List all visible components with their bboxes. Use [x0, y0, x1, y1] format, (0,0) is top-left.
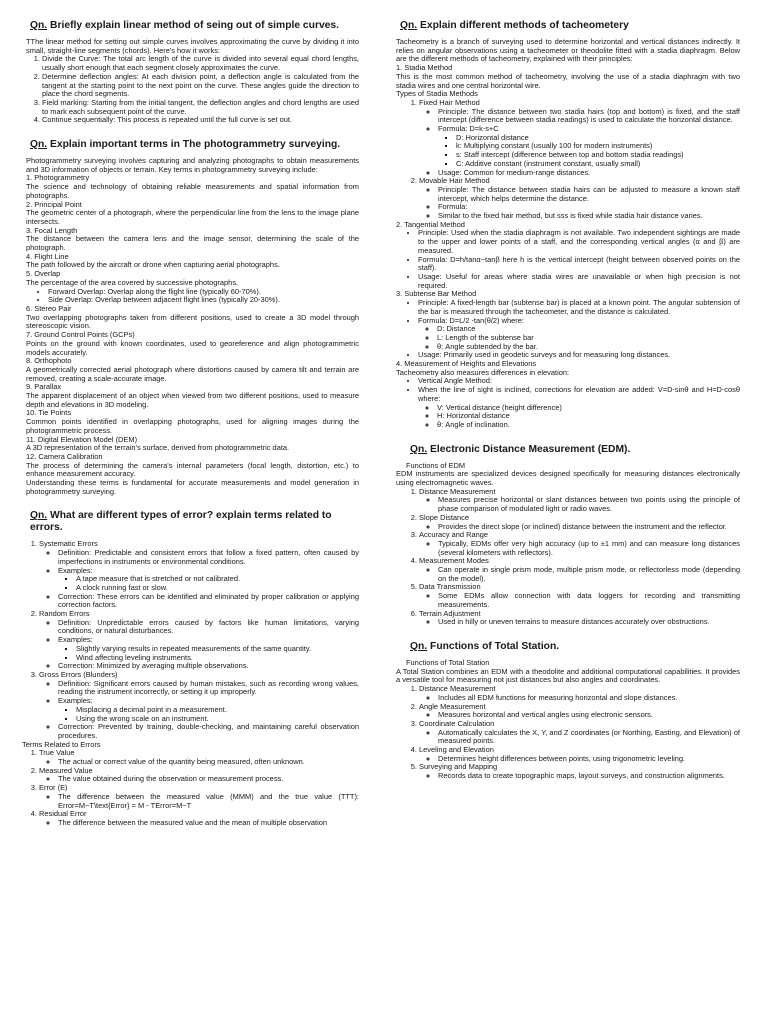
list-item [418, 317, 740, 352]
q2-term-heading: 4. Flight Line [26, 251, 69, 261]
q2-term-heading: 9. Parallax [26, 382, 62, 392]
list-item: ◦ θ: Angle subtended by the bar. [437, 343, 740, 352]
error-type-name: Systematic Errors [39, 539, 98, 549]
q4-heights-list [406, 377, 740, 429]
list-item: • Formula: D=h/tanα−tanβ here h is the vertical intercept (height between observed points on the staff). [418, 256, 740, 273]
list-item: • Usage: Primarily used in geodetic surveys and for measuring long distances. [418, 351, 740, 360]
q2-heading [30, 139, 359, 151]
q1-heading [30, 20, 359, 32]
function-item [419, 557, 740, 583]
q2-term-heading: 1. Photogrammetry [26, 173, 90, 183]
q4-heading [400, 20, 740, 32]
q4-tangential-list [406, 229, 740, 290]
q2-term-heading: 12. Camera Calibration [26, 451, 103, 461]
error-type [39, 610, 359, 671]
q5-intro: EDM instruments are specialized devices designed specifically for measuring distances electronically using electromagnetic waves. [396, 469, 740, 488]
list-item: ◦ The value obtained during the observation or measurement process. [58, 775, 359, 784]
q2-term-desc: The percentage of the area covered by successive photographs. [26, 277, 239, 287]
list-item: ◦ Correction: These errors can be identified and eliminated by proper calibration or applying correction factors. [58, 593, 359, 610]
examples-label: Examples: [58, 565, 93, 575]
function-item [419, 610, 740, 627]
error-type-name: Random Errors [39, 609, 90, 619]
function-name: Angle Measurement [419, 701, 486, 711]
q2-term-heading: 8. Orthophoto [26, 356, 72, 366]
list-item: ◦ Provides the direct slope (or inclined) distance between the instrument and the reflector. [438, 523, 740, 532]
list-item: ◦ Principle: The distance between two stadia hairs (top and bottom) is fixed, and the staff intercept (difference between stadia readings) is used to calculate the horizontal distance. [438, 108, 740, 125]
term-name: Measured Value [39, 765, 93, 775]
q4-label: Qn. [400, 20, 418, 31]
function-item [419, 685, 740, 702]
q2-term-heading: 5. Overlap [26, 269, 61, 279]
list-item: ◦ Correction: Prevented by training, double-checking, and maintaining careful observation procedures. [58, 723, 359, 740]
function-item [419, 583, 740, 609]
function-name: Coordinate Calculation [419, 718, 495, 728]
q2-label: Qn. [30, 139, 48, 151]
q1-title: Briefly explain linear method of seing out of simple curves. [50, 20, 339, 31]
q3-label: Qn. [30, 510, 48, 522]
q3-heading [30, 510, 359, 534]
list-item: ◦ Measures horizontal and vertical angles using electronic sensors. [438, 711, 740, 720]
q2-term-desc: A geometrically corrected aerial photograph where distortions caused by camera tilt and terrain are removed, creating a scale-accurate image. [26, 364, 359, 383]
stadia-type-name: Fixed Hair Method [419, 97, 480, 107]
q2-term-heading: 6. Stereo Pair [26, 303, 72, 313]
list-item: ◦ Principle: The distance between stadia hairs can be adjusted to measure a known staff intercept, which helps determine the distance. [438, 186, 740, 203]
q1-step: 4. Continue sequentially: This process is repeated until the full curve is set out. [42, 116, 359, 125]
stadia-type [419, 177, 740, 221]
list-item: ◦ D: Distance [437, 325, 740, 334]
list-item: ◦ Definition: Unpredictable errors caused by factors like human limitations, varying conditions, or natural disturbances. [58, 619, 359, 636]
q4-subtense-list [406, 299, 740, 360]
function-item [419, 514, 740, 531]
list-item: ▪ Wind affecting leveling instruments. [76, 654, 359, 663]
list-item: ◦ Definition: Predictable and consistent errors that follow a fixed pattern, often caused by imperfections in instruments or environmental conditions. [58, 549, 359, 566]
list-item: ◦ Determines height differences between points, using trigonometric leveling. [438, 755, 740, 764]
list-item: ◦ Definition: Significant errors caused by human mistakes, such as recording wrong values, reading the instrument incorrectly, or setting it up improperly. [58, 680, 359, 697]
list-item: ◦ Includes all EDM functions for measuring horizontal and slope distances. [438, 694, 740, 703]
function-item [419, 703, 740, 720]
q4-stadia-desc: This is the most common method of tacheometry, involving the use of a stadia diaphragm with two stadia wires and one central horizontal wire. [396, 71, 740, 90]
error-type [39, 540, 359, 610]
q4-heights-desc: Tacheometry also measures differences in elevation: [396, 367, 570, 377]
list-item: • Side Overlap: Overlap between adjacent flight lines (typically 20-30%). [48, 296, 359, 305]
list-item [58, 636, 359, 662]
formula: Formula: D=k⋅s+C [438, 124, 499, 134]
right-column [396, 20, 740, 781]
term [39, 749, 359, 766]
q5-functions-heading: Functions of EDM [406, 460, 466, 470]
stadia-type [419, 99, 740, 177]
function-item [419, 720, 740, 746]
list-item [418, 386, 740, 430]
q6-functions-heading: Functions of Total Station [406, 658, 490, 667]
q4-intro: Tacheometry is a branch of surveying used to determine horizontal and vertical distances indirectly. It relies on angular observations using a tacheometer or theodolite fitted with a stadia diaphragm. Below are the different methods of tacheometry, explained with their principles: [396, 37, 740, 64]
function-name: Slope Distance [419, 512, 470, 522]
q4-title: Explain different methods of tacheometery [420, 20, 629, 31]
q2-term-desc: The distance between the camera lens and the image sensor, determining the scale of the photograph. [26, 234, 359, 253]
function-item [419, 488, 740, 514]
q1-step: 3. Field marking: Starting from the initial tangent, the deflection angles and chord lengths are used to mark each subsequent point of the curve. [42, 99, 359, 116]
list-item: ◦ Records data to create topographic maps, layout surveys, and construction alignments. [438, 772, 740, 781]
function-name: Leveling and Elevation [419, 745, 494, 755]
list-item: ▪ D: Horizontal distance [456, 134, 740, 143]
q6-functions [406, 685, 740, 781]
q3-terms [26, 749, 359, 827]
list-item: ▪ Using the wrong scale on an instrument. [76, 715, 359, 724]
list-item: • Vertical Angle Method: [418, 377, 740, 386]
q2-outro: Understanding these terms is fundamental for accurate measurements and model generation in photogrammetry surveying. [26, 478, 359, 496]
q4-stadia-types [406, 99, 740, 221]
q2-term-desc: The process of determining the camera's internal parameters (focal length, distortion, etc.) to enhance measurement accuracy. [26, 460, 359, 479]
list-item: ◦ Used in hilly or uneven terrains to measure distances accurately over obstructions. [438, 618, 740, 627]
q1-step: 1. Divide the Curve: The total arc length of the curve is divided into several equal chord lengths, usually short enough that each segment closely approximates the curve. [42, 55, 359, 72]
list-item: • Usage: Useful for areas where stadia wires are unavailable or when high precision is not required. [418, 273, 740, 290]
term-name: True Value [39, 748, 75, 758]
q5-label: Qn. [410, 443, 428, 455]
list-item: ◦ Automatically calculates the X, Y, and Z coordinates (or Northing, Easting, and Elevation) of measured points. [438, 729, 740, 746]
q2-term-heading: 7. Ground Control Points (GCPs) [26, 330, 135, 340]
function-item [419, 763, 740, 780]
q5-title: Electronic Distance Measurement (EDM). [430, 443, 631, 455]
list-item: • Principle: Used when the stadia diaphragm is not available. Two independent sightings are made to the upper and lower points of a staff, and the corresponding vertical angles (α and β) are measured. [418, 229, 740, 255]
q4-stadia-heading: 1. Stadia Method [396, 63, 453, 73]
list-item-text: When the line of sight is inclined, corrections for elevation are added: V=D⋅sinθ and H=D⋅cosθ where: [418, 385, 740, 403]
list-item: • Forward Overlap: Overlap along the flight line (typically 60-70%). [48, 288, 359, 297]
function-name: Accuracy and Range [419, 530, 489, 540]
function-item [419, 531, 740, 557]
list-item: ▪ A tape measure that is stretched or not calibrated. [76, 575, 359, 584]
q3-error-types [26, 540, 359, 740]
list-item: ◦ V: Vertical distance (height difference) [437, 404, 740, 413]
term [39, 767, 359, 784]
examples-label: Examples: [58, 635, 93, 645]
list-item: ◦ Some EDMs allow connection with data loggers for recording and transmitting measurements. [438, 592, 740, 609]
list-item: ◦ Similar to the fixed hair method, but sss is fixed while stadia hair distance varies. [438, 212, 740, 221]
list-item: ◦ Formula: [438, 203, 740, 212]
error-type [39, 671, 359, 741]
q6-heading [410, 641, 740, 653]
list-item: ◦ Typically, EDMs offer very high accuracy (up to ±1 mm) and can measure long distances (several kilometers with reflectors). [438, 540, 740, 557]
function-name: Terrain Adjustment [419, 608, 481, 618]
list-item: • Principle: A fixed-length bar (subtense bar) is placed at a known point. The angular subtension of the bar is measured through the tacheometer, and the distance is calculated. [418, 299, 740, 316]
q3-terms-heading: Terms Related to Errors [22, 739, 101, 749]
q2-term-heading: 10. Tie Points [26, 408, 72, 418]
list-item: ▪ s: Staff intercept (difference between top and bottom stadia readings) [456, 151, 740, 160]
q6-label: Qn. [410, 641, 428, 652]
q1-step: 2. Determine deflection angles: At each division point, a deflection angle is calculated from the tangent at the starting point to the next point on the curve. These angles guide the direction to place the chord segments. [42, 73, 359, 99]
q2-term-desc: A 3D representation of the terrain's surface, derived from photogrammetric data. [26, 443, 290, 453]
list-item: ◦ The actual or correct value of the quantity being measured, often unknown. [58, 758, 359, 767]
q5-heading [410, 444, 740, 456]
q2-term-heading: 3. Focal Length [26, 225, 78, 235]
list-item: ◦ H: Horizontal distance [437, 412, 740, 421]
function-name: Data Transmission [419, 582, 481, 592]
error-type-name: Gross Errors (Blunders) [39, 670, 118, 679]
function-name: Distance Measurement [419, 684, 496, 694]
q1-label: Qn. [30, 20, 48, 31]
q4-subtense-heading: 3. Subtense Bar Method [396, 289, 477, 299]
list-item [438, 125, 740, 169]
term [39, 784, 359, 810]
list-item: ◦ Measures precise horizontal or slant distances between two points using the principle of phase comparison of modulated light or radio waves. [438, 496, 740, 513]
q2-term-desc: Common points identified in overlapping photographs, used for aligning images during the photogrammetric process. [26, 417, 359, 435]
q4-heights-heading: 4. Measurement of Heights and Elevations [396, 359, 537, 369]
q2-overlap-list [36, 288, 359, 305]
q4-tangential-heading: 2. Tangential Method [396, 219, 465, 229]
term [39, 810, 359, 827]
q6-title: Functions of Total Station. [430, 641, 560, 652]
list-item: ▪ C: Additive constant (instrument constant, usually small) [456, 160, 740, 169]
q2-term-desc: Points on the ground with known coordinates, used to georeference and align photogrammetric models accurately. [26, 338, 359, 357]
q2-term-heading: 2. Principal Point [26, 199, 82, 209]
list-item: ◦ The difference between the measured value and the mean of multiple observation [58, 819, 359, 828]
q2-term-desc: Two overlapping photographs taken from different positions, used to create a 3D model through stereoscopic vision. [26, 312, 359, 331]
formula: Formula: D=L/2 ⋅tan(θ/2) where: [418, 315, 524, 325]
list-item: ▪ Slightly varying results in repeated measurements of the same quantity. [76, 645, 359, 654]
function-name: Distance Measurement [419, 486, 496, 496]
q1-steps [26, 55, 359, 125]
q2-term-heading: 11. Digital Elevation Model (DEM) [26, 434, 138, 444]
stadia-type-name: Movable Hair Method [419, 176, 490, 186]
function-name: Surveying and Mapping [419, 762, 498, 772]
q2-term-desc: The science and technology of obtaining reliable measurements and spatial information from photographs. [26, 182, 359, 200]
term-name: Error (E) [39, 783, 68, 793]
list-item: ◦ Correction: Minimized by averaging multiple observations. [58, 662, 359, 671]
q3-title: What are different types of error? explain terms related to errors. [30, 510, 332, 534]
q5-functions [406, 488, 740, 627]
q4-types-heading: Types of Stadia Methods [396, 89, 478, 99]
list-item: ▪ A clock running fast or slow. [76, 584, 359, 593]
function-item [419, 746, 740, 763]
function-name: Measurement Modes [419, 556, 489, 566]
list-item: ◦ The difference between the measured value (MMM) and the true value (TTT): Error=M−T\text{Error} = M - TError=M−T [58, 793, 359, 810]
list-item: ◦ Usage: Common for medium-range distances. [438, 169, 740, 178]
list-item: ◦ Can operate in single prism mode, multiple prism mode, or reflectorless mode (depending on the model). [438, 566, 740, 583]
q2-term-desc: The path followed by the aircraft or drone when capturing aerial photographs. [26, 260, 280, 270]
list-item: ◦ L: Length of the subtense bar [437, 334, 740, 343]
left-column [22, 20, 359, 828]
list-item [58, 567, 359, 593]
q2-term-desc: The geometric center of a photograph, where the perpendicular line from the lens to the image plane intersects. [26, 208, 359, 226]
q2-term-desc: The apparent displacement of an object when viewed from two different positions, used to measure depth and elevations in 3D modeling. [26, 391, 359, 409]
q2-title: Explain important terms in The photogrammetry surveying. [50, 139, 341, 151]
term-name: Residual Error [39, 809, 87, 819]
list-item [58, 697, 359, 723]
q6-intro: A Total Station combines an EDM with a theodolite and additional computational capabilities. It provides a versatile tool for measuring not just distances but also angles and coordinates. [396, 666, 740, 685]
q1-intro: TThe linear method for setting out simple curves involves approximating the curve by dividing it into small, straight-line segments (chords). Here's how it works: [26, 37, 359, 55]
list-item: ▪ k: Multiplying constant (usually 100 for modern instruments) [456, 142, 740, 151]
list-item: ▪ Misplacing a decimal point in a measurement. [76, 706, 359, 715]
examples-label: Examples: [58, 696, 93, 706]
list-item: ◦ θ: Angle of inclination. [437, 421, 740, 430]
q2-intro: Photogrammetry surveying involves capturing and analyzing photographs to obtain measurements and 3D information of objects or terrain. Key terms in photogrammetry surveying include: [26, 156, 359, 174]
